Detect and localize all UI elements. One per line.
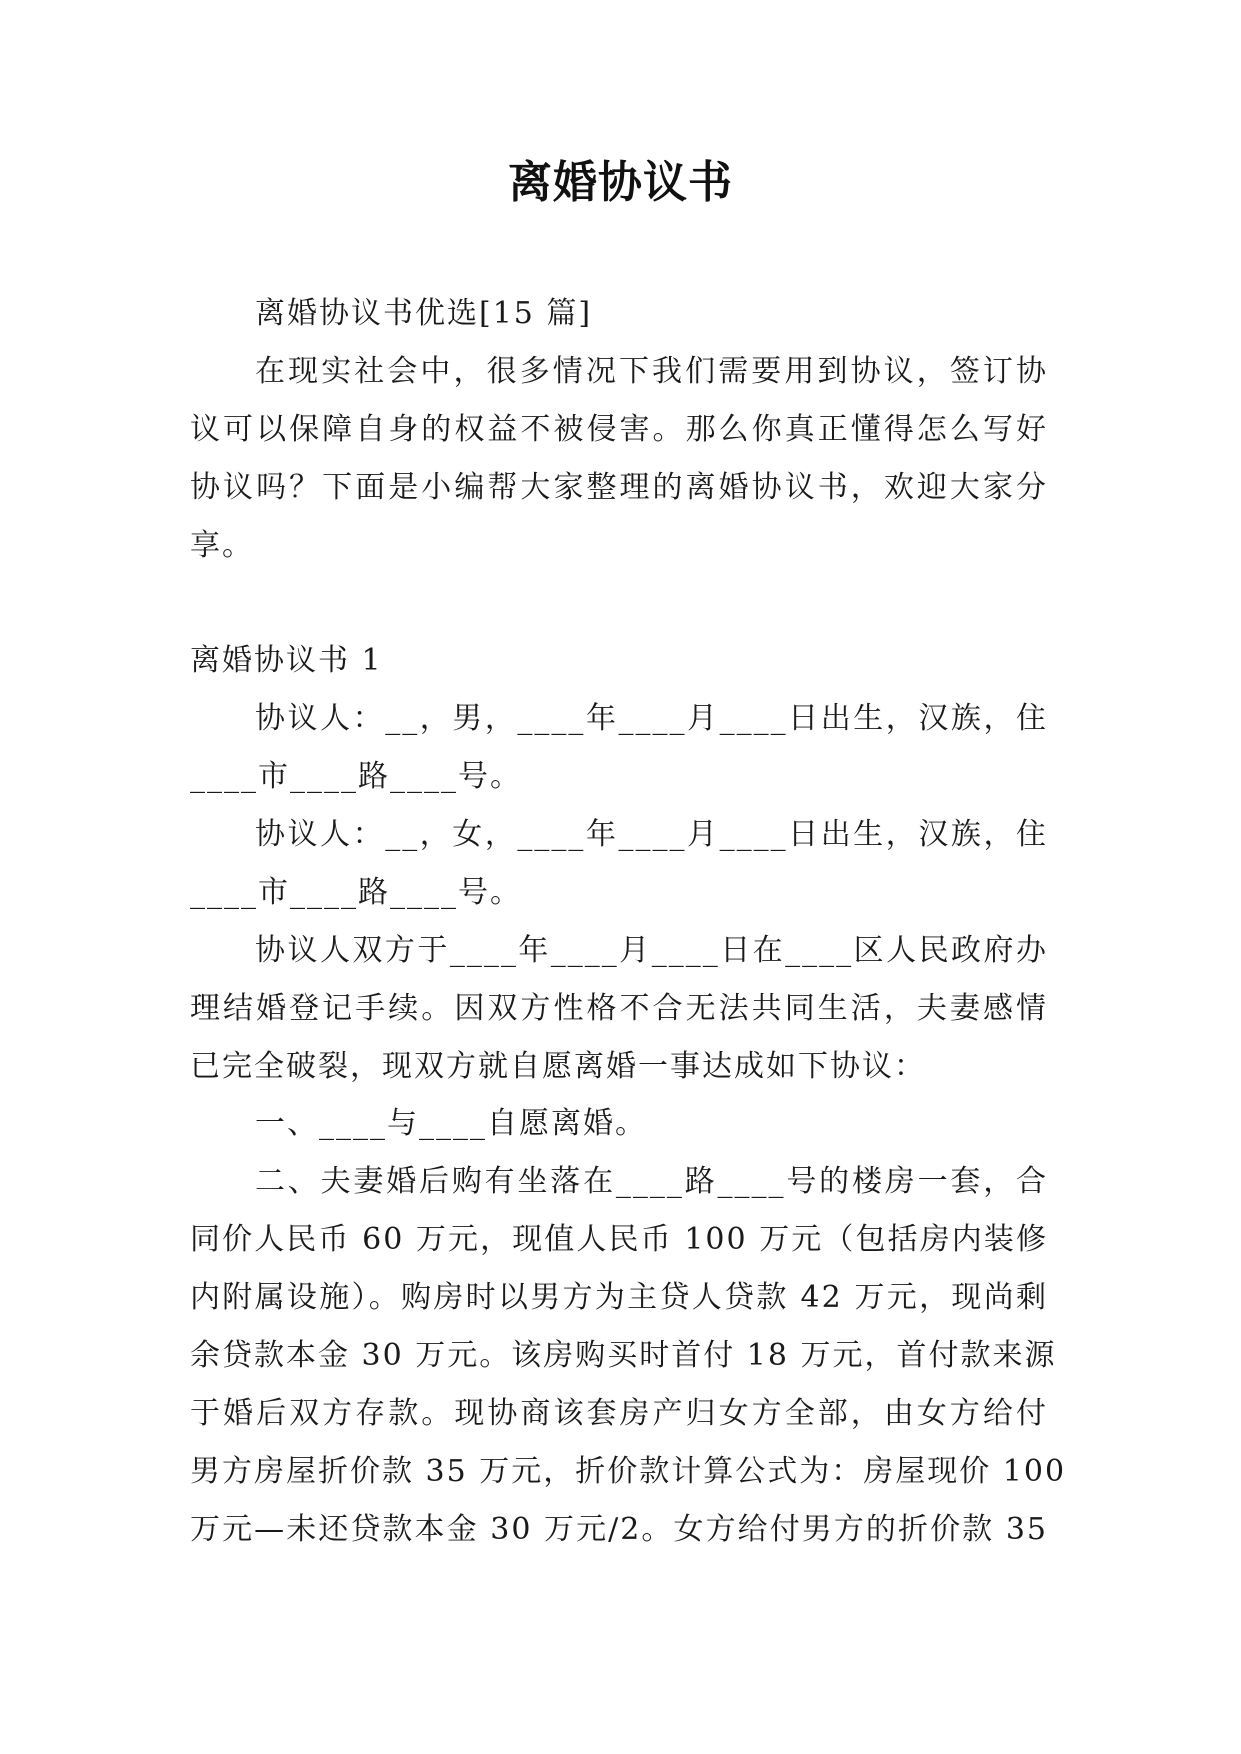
text-line: 享。 xyxy=(190,527,254,563)
text-line: 万元—未还贷款本金 30 万元/2。女方给付男方的折价款 35 xyxy=(190,1511,1048,1547)
text-line: 同价人民币 60 万元，现值人民币 100 万元（包括房内装修 xyxy=(190,1222,1048,1258)
text-line: 于婚后双方存款。现协商该套房产归女方全部，由女方给付 xyxy=(190,1395,1048,1431)
text-line: 协议人双方于____年____月____日在____区人民政府办 xyxy=(255,932,1048,968)
paragraph xyxy=(190,806,1048,922)
text-line: 协议吗？下面是小编帮大家整理的离婚协议书，欢迎大家分 xyxy=(190,469,1048,505)
intro-paragraph xyxy=(190,343,1048,575)
text-line: 协议人：__，女，____年____月____日出生，汉族，住 xyxy=(255,817,1048,853)
text-line: 已完全破裂，现双方就自愿离婚一事达成如下协议： xyxy=(190,1048,926,1084)
section-heading: 离婚协议书 1 xyxy=(190,643,383,679)
document-body xyxy=(190,285,1067,1559)
text-line: ____市____路____号。 xyxy=(190,759,522,795)
document-title: 离婚协议书 xyxy=(508,157,733,208)
text-line: ____市____路____号。 xyxy=(190,874,522,910)
paragraph xyxy=(190,922,1048,1096)
paragraph xyxy=(190,690,1048,806)
text-line: 内附属设施）。购房时以男方为主贷人贷款 42 万元，现尚剩 xyxy=(190,1280,1048,1316)
text-line: 男方房屋折价款 35 万元，折价款计算公式为：房屋现价 100 xyxy=(190,1453,1067,1489)
text-line: 议可以保障自身的权益不被侵害。那么你真正懂得怎么写好 xyxy=(190,411,1048,447)
document-subtitle: 离婚协议书优选[15 篇] xyxy=(255,296,593,331)
text-line: 协议人：__，男，____年____月____日出生，汉族，住 xyxy=(255,701,1048,737)
text-line: 二、夫妻婚后购有坐落在____路____号的楼房一套，合 xyxy=(255,1164,1048,1200)
blank-line xyxy=(190,574,1048,632)
paragraph xyxy=(190,1095,1048,1153)
text-line: 余贷款本金 30 万元。该房购买时首付 18 万元，首付款来源 xyxy=(190,1338,1057,1374)
text-line: 一、____与____自愿离婚。 xyxy=(255,1106,647,1142)
text-line: 理结婚登记手续。因双方性格不合无法共同生活，夫妻感情 xyxy=(190,990,1048,1026)
text-line: 在现实社会中，很多情况下我们需要用到协议，签订协 xyxy=(255,353,1048,389)
paragraph xyxy=(190,1153,1067,1558)
